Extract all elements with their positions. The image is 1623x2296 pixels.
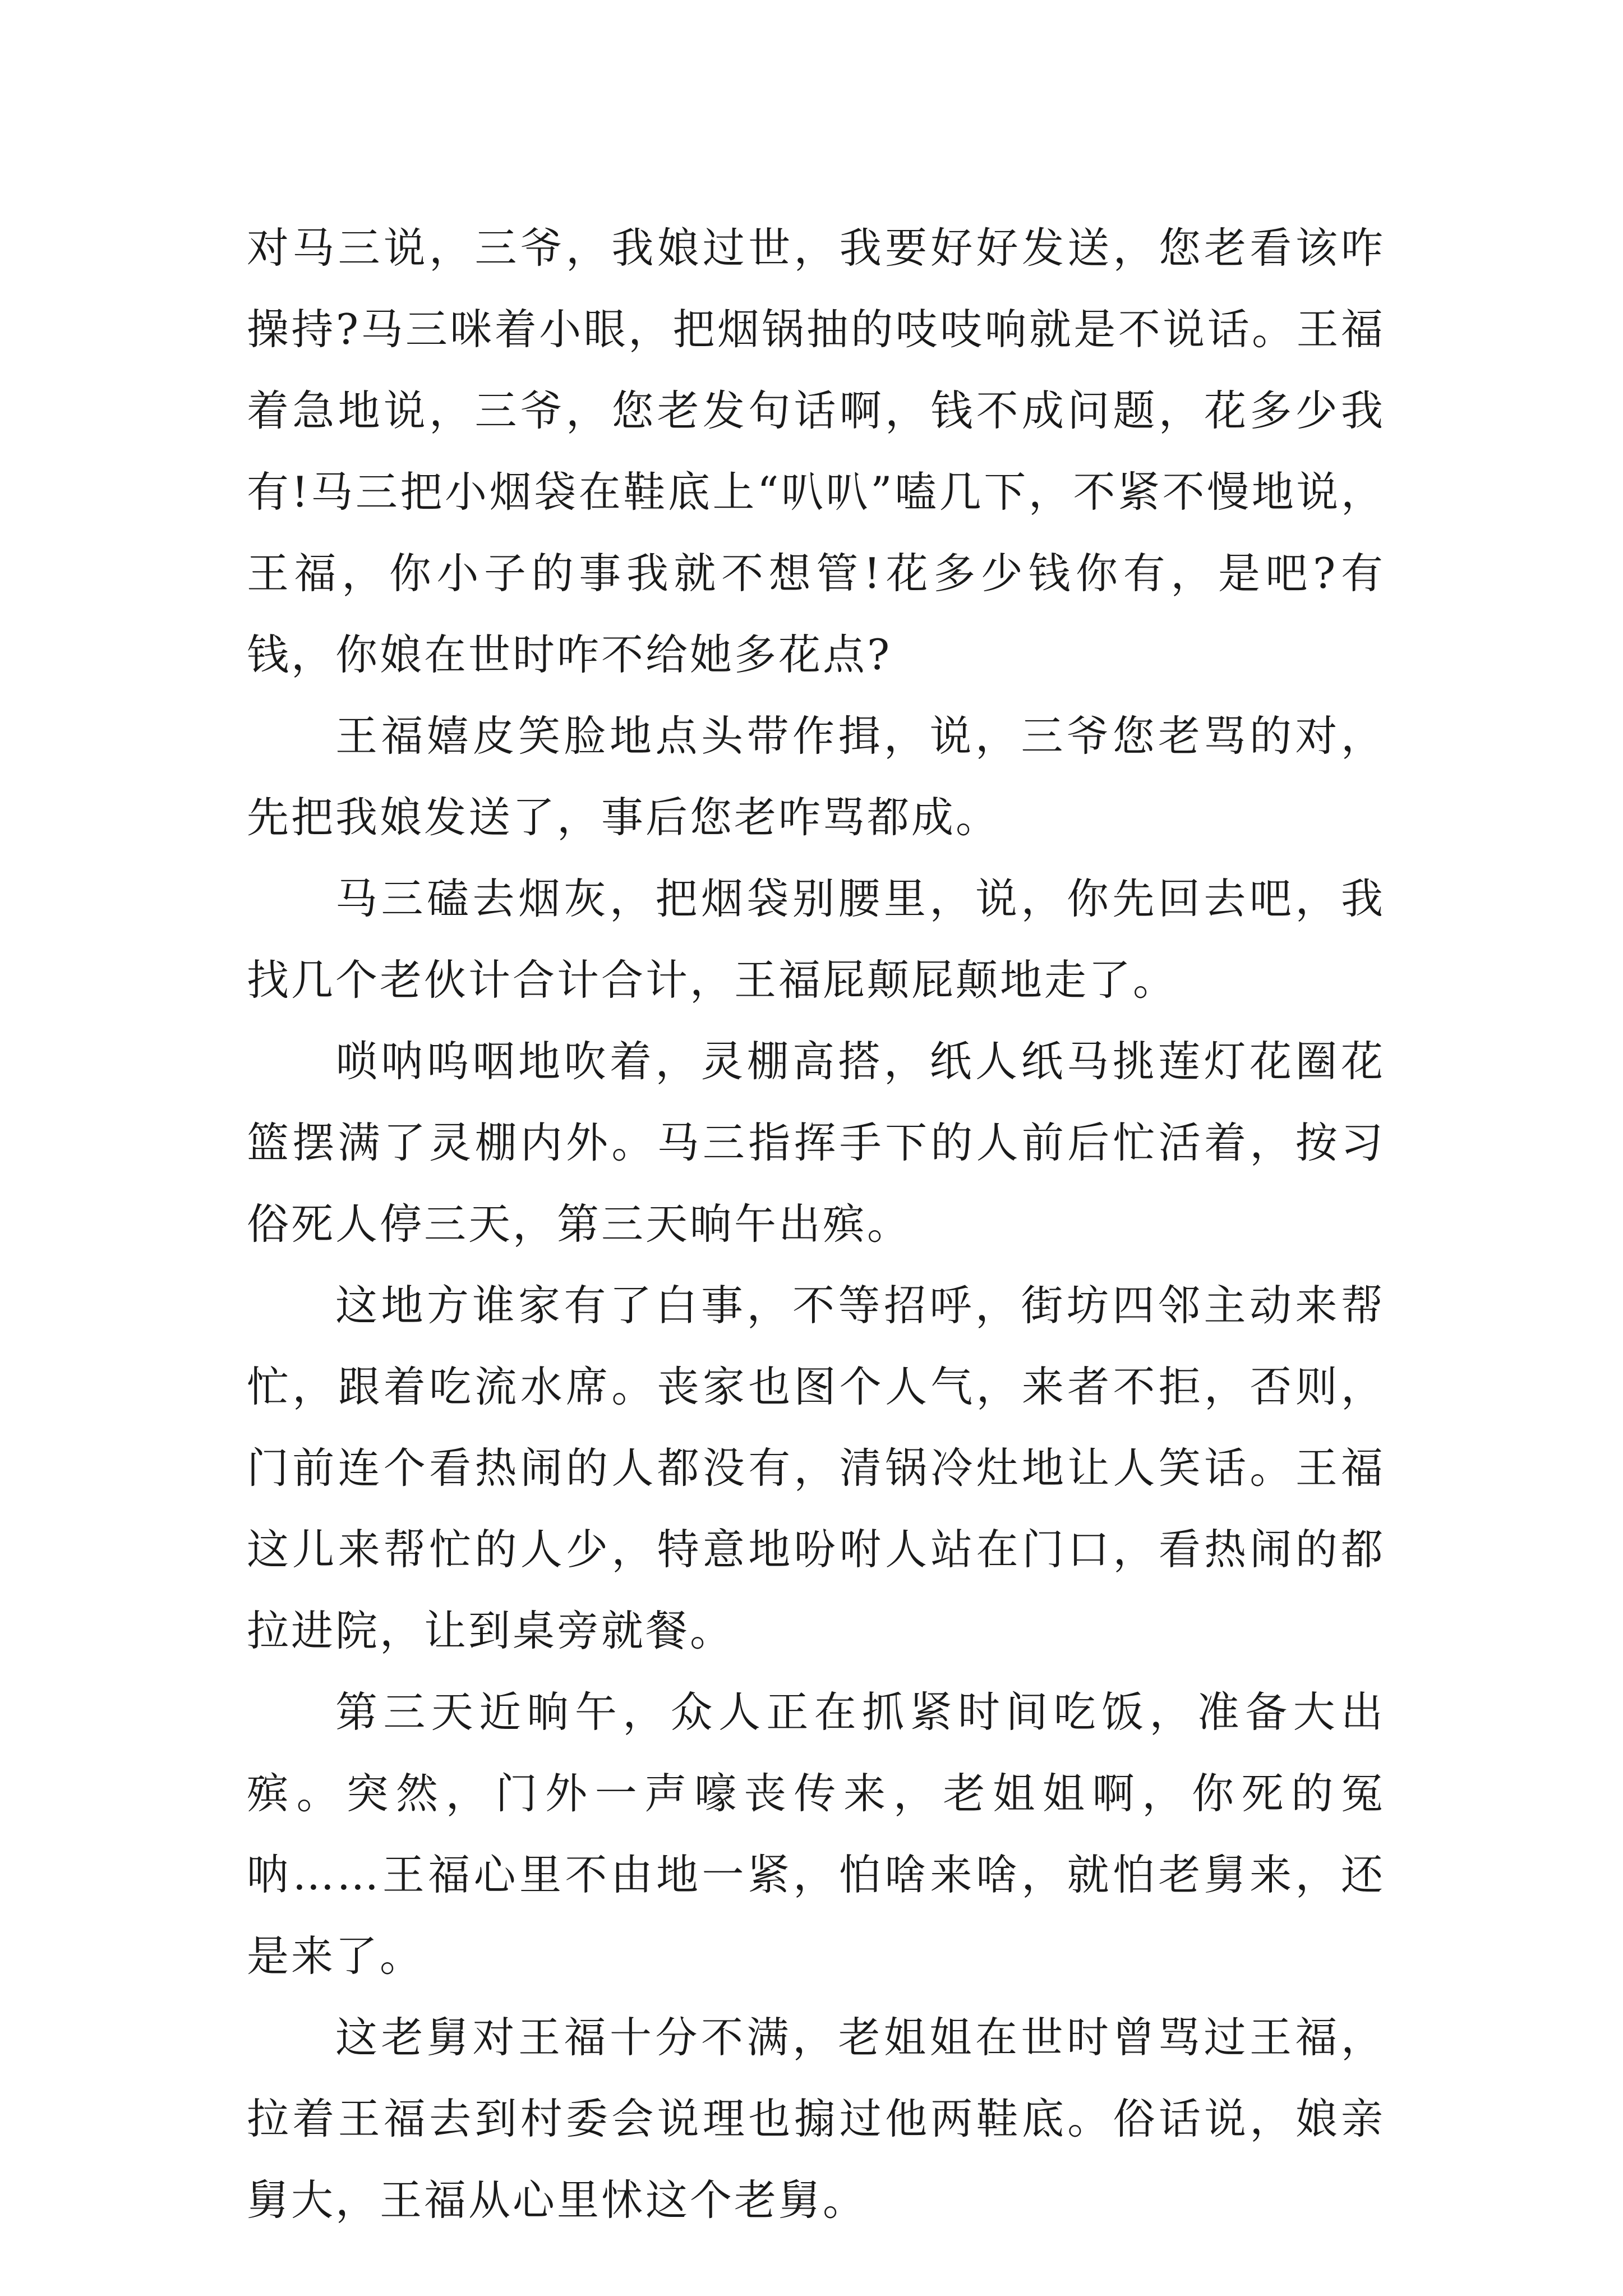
paragraph-3: 马三磕去烟灰，把烟袋别腰里，说，你先回去吧，我找几个老伙计合计合计，王福屁颠屁颠地走了。 xyxy=(247,874,1385,1005)
paragraph-5: 这地方谁家有了白事，不等招呼，街坊四邻主动来帮忙，跟着吃流水席。丧家也图个人气，来者不拒，否则，门前连个看热闹的人都没有，清锅冷灶地让人笑话。王福这儿来帮忙的人少，特意地吩咐人站在门口，看热闹的都拉进院，让到桌旁就餐。 xyxy=(247,1281,1385,1655)
paragraph-1: 对马三说，三爷，我娘过世，我要好好发送，您老看该咋操持?马三咪着小眼，把烟锅抽的吱吱响就是不说话。王福着急地说，三爷，您老发句话啊，钱不成问题，花多少我有!马三把小烟袋在鞋底上“叭叭”嗑几下，不紧不慢地说，王福，你小子的事我就不想管!花多少钱你有，是吧?有钱，你娘在世时咋不给她多花点? xyxy=(247,223,1385,679)
paragraph-7: 这老舅对王福十分不满，老姐姐在世时曾骂过王福，拉着王福去到村委会说理也搧过他两鞋底。俗话说，娘亲舅大，王福从心里怵这个老舅。 xyxy=(247,2013,1385,2225)
paragraph-6: 第三天近晌午，众人正在抓紧时间吃饭，准备大出殡。突然，门外一声嚎丧传来，老姐姐啊，你死的冤呐……王福心里不由地一紧，怕啥来啥，就怕老舅来，还是来了。 xyxy=(247,1687,1385,1981)
body-text xyxy=(247,208,1385,2241)
paragraph-2: 王福嬉皮笑脸地点头带作揖，说，三爷您老骂的对，先把我娘发送了，事后您老咋骂都成。 xyxy=(247,711,1385,842)
paragraph-4: 唢呐呜咽地吹着，灵棚高搭，纸人纸马挑莲灯花圈花篮摆满了灵棚内外。马三指挥手下的人前后忙活着，按习俗死人停三天，第三天晌午出殡。 xyxy=(247,1037,1385,1249)
